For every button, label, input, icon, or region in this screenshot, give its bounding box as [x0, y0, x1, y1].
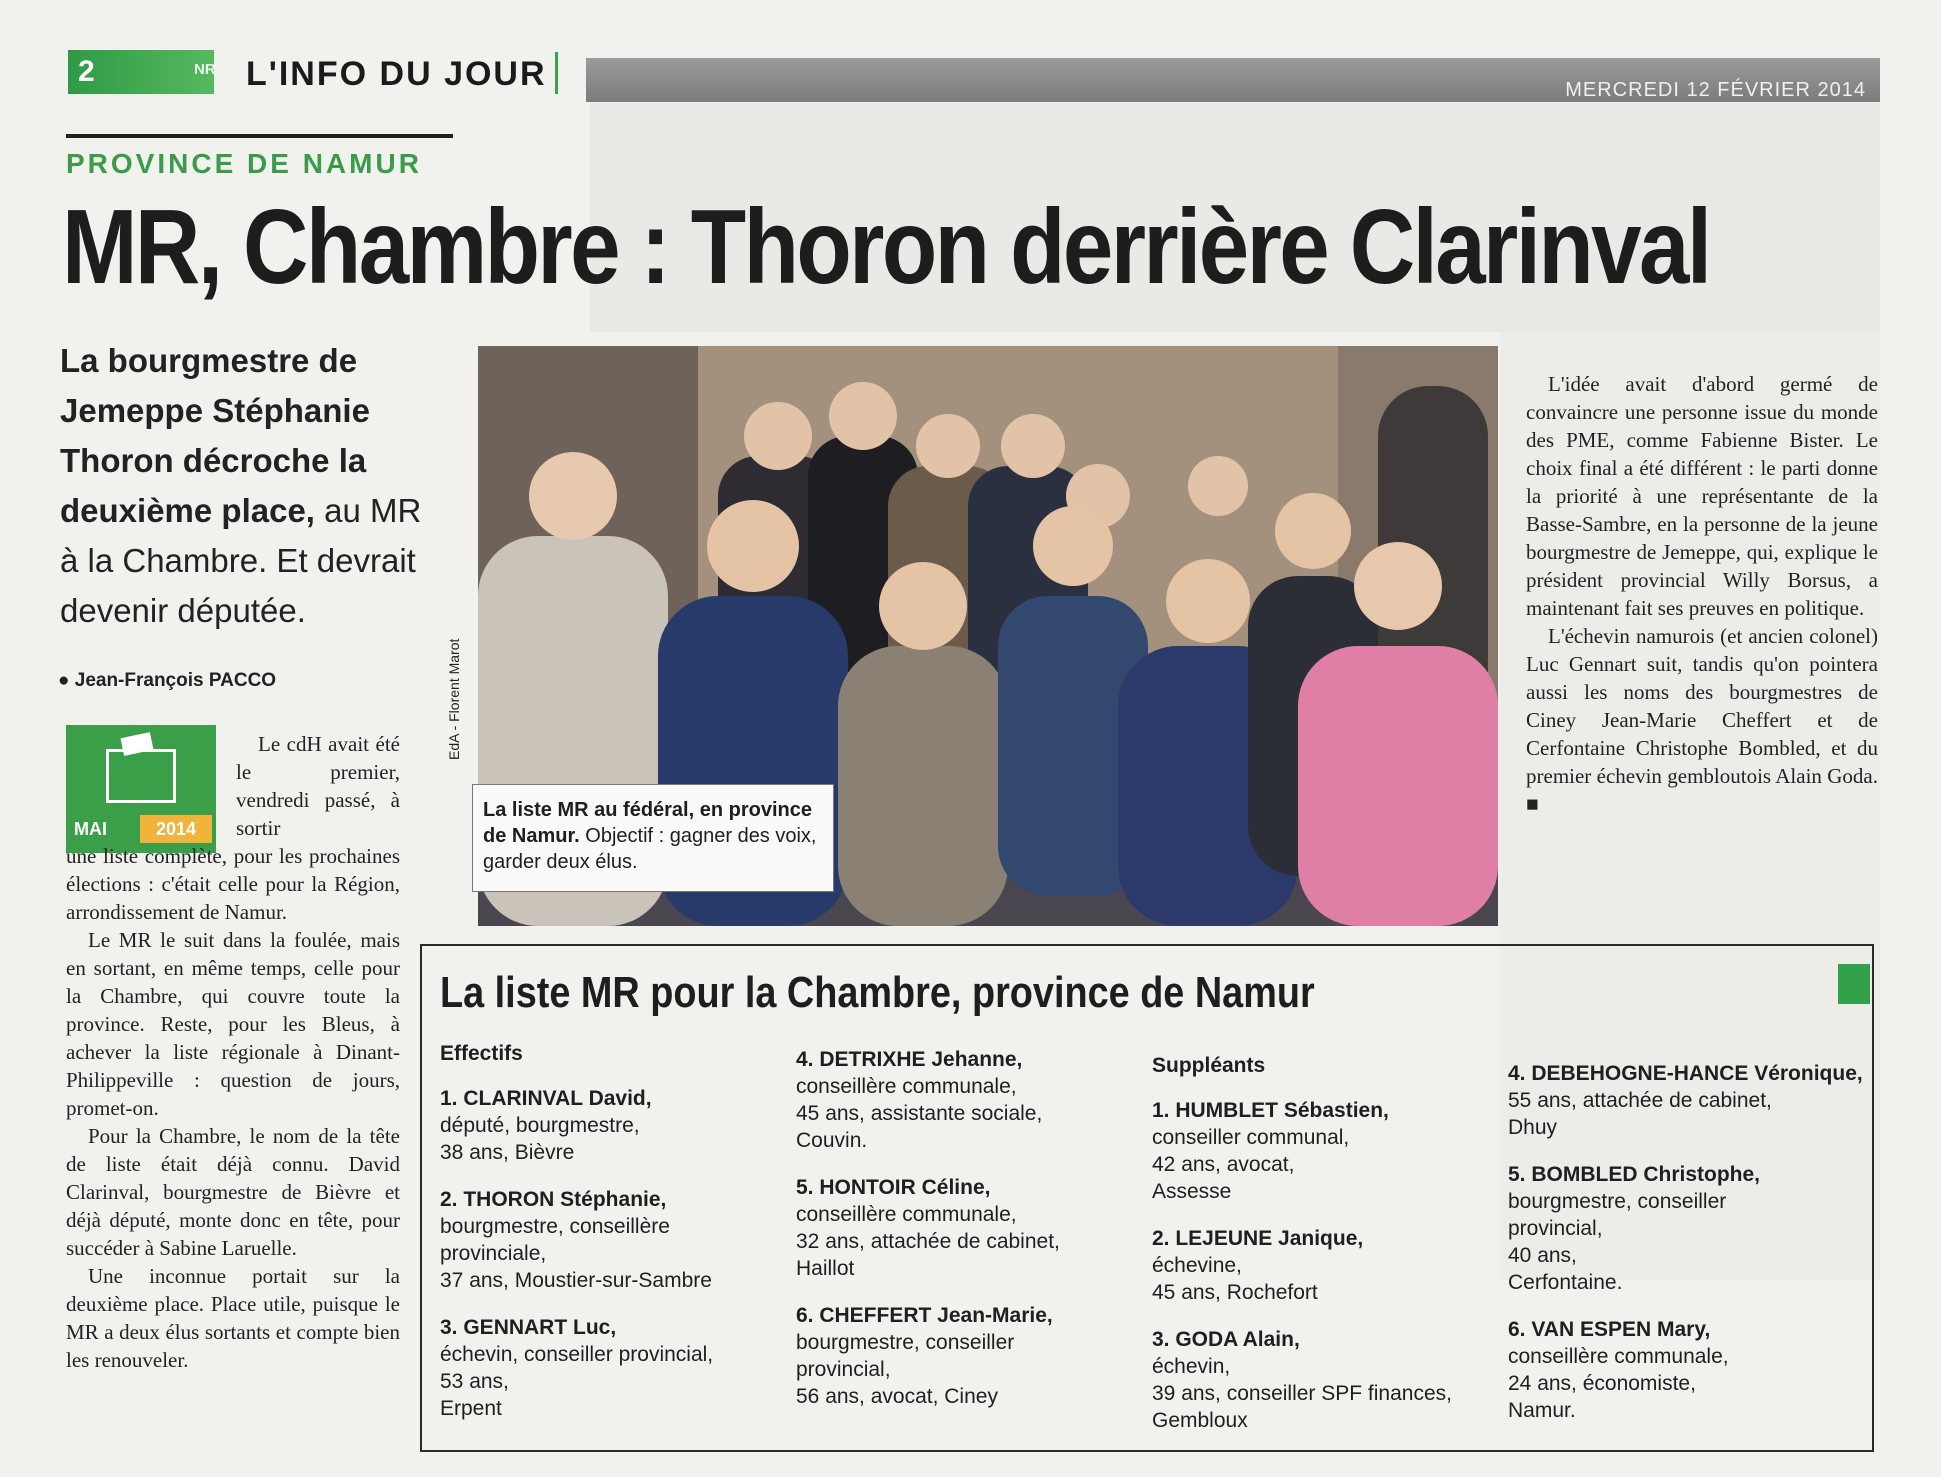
- candidate-detail: 45 ans, assistante sociale,: [796, 1102, 1043, 1125]
- candidate-entry: [1508, 1316, 1868, 1424]
- rubric-title: L'INFO DU JOUR: [242, 52, 558, 94]
- candidate-name: 2. LEJEUNE Janique,: [1152, 1227, 1364, 1250]
- candidate-name: 3. GODA Alain,: [1152, 1328, 1300, 1351]
- photo-caption: [472, 784, 834, 892]
- candidate-entry: [1152, 1097, 1492, 1205]
- candidate-entry: [1152, 1225, 1492, 1306]
- candidate-name: 1. HUMBLET Sébastien,: [1152, 1099, 1389, 1122]
- page-tag: NR: [194, 61, 216, 78]
- candidate-name: 2. THORON Stéphanie,: [440, 1188, 667, 1211]
- kicker: PROVINCE DE NAMUR: [66, 148, 422, 179]
- candidate-detail: bourgmestre, conseiller: [796, 1331, 1015, 1354]
- candidate-detail: Namur.: [1508, 1399, 1576, 1422]
- election-badge: [66, 725, 216, 853]
- suppleants-label: Suppléants: [1152, 1054, 1266, 1077]
- candidate-detail: 38 ans, Bièvre: [440, 1141, 575, 1164]
- candidate-detail: 32 ans, attachée de cabinet,: [796, 1230, 1060, 1253]
- candidate-entry: [440, 1085, 780, 1166]
- candidate-entry: [440, 1314, 780, 1422]
- candidate-detail: provinciale,: [440, 1242, 547, 1265]
- box-accent: [1838, 964, 1870, 1004]
- candidate-detail: 53 ans,: [440, 1370, 509, 1393]
- suppleants-column-2: [1508, 1060, 1868, 1444]
- candidate-detail: Gembloux: [1152, 1409, 1248, 1432]
- candidate-detail: échevin,: [1152, 1355, 1231, 1378]
- candidate-entry: [796, 1046, 1136, 1154]
- candidate-detail: échevine,: [1152, 1254, 1242, 1277]
- candidate-name: 6. VAN ESPEN Mary,: [1508, 1318, 1711, 1341]
- candidate-detail: bourgmestre, conseiller: [1508, 1190, 1727, 1213]
- candidate-entry: [1508, 1161, 1868, 1296]
- candidate-detail: Cerfontaine.: [1508, 1271, 1623, 1294]
- body-paragraph: Le MR le suit dans la foulée, mais en sortant, en même temps, celle pour la Chambre, qui couvre toute la province. Reste, pour les Bleus, à achever la liste régionale à Dinant-Philippeville : question de jours, promet-on.: [66, 928, 400, 1120]
- candidate-detail: provincial,: [1508, 1217, 1603, 1240]
- body-paragraph: une liste complète, pour les prochaines élections : c'était celle pour la Région, arrondissement de Namur.: [66, 844, 400, 924]
- candidate-detail: Assesse: [1152, 1180, 1232, 1203]
- candidate-name: 1. CLARINVAL David,: [440, 1087, 652, 1110]
- candidate-name: 4. DETRIXHE Jehanne,: [796, 1048, 1023, 1071]
- candidate-detail: conseillère communale,: [796, 1203, 1017, 1226]
- candidate-entry: [440, 1186, 780, 1294]
- page-number-tab: [68, 50, 214, 94]
- candidate-detail: 45 ans, Rochefort: [1152, 1281, 1318, 1304]
- candidate-detail: bourgmestre, conseillère: [440, 1215, 670, 1238]
- candidate-name: 5. BOMBLED Christophe,: [1508, 1163, 1761, 1186]
- photo-credit: EdA - Florent Marot: [446, 638, 462, 760]
- candidate-name: 6. CHEFFERT Jean-Marie,: [796, 1304, 1053, 1327]
- body-paragraph: Le cdH avait été le premier, vendredi passé, à sortir: [236, 732, 400, 840]
- kicker-rule: [66, 134, 453, 138]
- body-column-1-top: [236, 730, 400, 842]
- body-column-1: [66, 842, 400, 1374]
- date-bar: [586, 58, 1880, 102]
- candidate-detail: échevin, conseiller provincial,: [440, 1343, 714, 1366]
- candidate-detail: conseiller communal,: [1152, 1126, 1350, 1149]
- candidate-detail: 55 ans, attachée de cabinet,: [1508, 1089, 1772, 1112]
- lead-bold: La bourgmestre de Jemeppe Stéphanie Thoron décroche la deuxième place,: [60, 342, 370, 529]
- body-paragraph: L'idée avait d'abord germé de convaincre une personne issue du monde des PME, comme Fabienne Bister. Le choix final a été différent : le parti donne la priorité à une représentante de la Basse-Sambre, en la personne de la jeune bourgmestre de Jemeppe, qui, explique le président provincial Willy Borsus, a maintenant fait ses preuves en politique.: [1526, 372, 1878, 620]
- body-paragraph: Une inconnue portait sur la deuxième place. Place utile, puisque le MR a deux élus sortants et compte bien les renouveler.: [66, 1264, 400, 1372]
- badge-year: 2014: [140, 815, 212, 843]
- candidate-detail: 42 ans, avocat,: [1152, 1153, 1295, 1176]
- candidate-entry: [796, 1174, 1136, 1282]
- candidate-entry: [1152, 1326, 1492, 1434]
- effectifs-label: Effectifs: [440, 1042, 523, 1065]
- body-column-3: [1526, 370, 1878, 818]
- effectifs-column-1: [440, 1040, 780, 1442]
- candidate-detail: député, bourgmestre,: [440, 1114, 640, 1137]
- suppleants-column-1: [1152, 1052, 1492, 1454]
- candidate-detail: Dhuy: [1508, 1116, 1558, 1139]
- body-paragraph: Pour la Chambre, le nom de la tête de liste était déjà connu. David Clarinval, bourgmestre de Bièvre et déjà député, monte donc en tête, pour succéder à Sabine Laruelle.: [66, 1124, 400, 1260]
- candidate-entry: [796, 1302, 1136, 1410]
- body-paragraph: L'échevin namurois (et ancien colonel) Luc Gennart suit, tandis qu'on pointera aussi les noms des bourgmestres de Ciney Jean-Marie Cheffert et de Cerfontaine Christophe Bombled, et du premier échevin gembloutois Alain Goda. ■: [1526, 624, 1878, 816]
- box-title: La liste MR pour la Chambre, province de Namur: [440, 968, 1315, 1017]
- lead-rest: au MR à la Chambre. Et devrait devenir députée.: [60, 492, 422, 629]
- candidate-detail: 37 ans, Moustier-sur-Sambre: [440, 1269, 712, 1292]
- candidate-detail: conseillère communale,: [1508, 1345, 1729, 1368]
- candidate-detail: Haillot: [796, 1257, 855, 1280]
- byline: ● Jean-François PACCO: [58, 670, 277, 691]
- candidate-detail: 56 ans, avocat, Ciney: [796, 1385, 998, 1408]
- issue-date: MERCREDI 12 FÉVRIER 2014: [1565, 79, 1866, 101]
- lead-paragraph: [60, 336, 440, 636]
- candidate-detail: provincial,: [796, 1358, 891, 1381]
- candidate-detail: Couvin.: [796, 1129, 868, 1152]
- candidate-detail: 40 ans,: [1508, 1244, 1577, 1267]
- headline: MR, Chambre : Thoron derrière Clarinval: [62, 188, 1710, 306]
- caption-bold: La liste MR au fédéral, en province de Namur.: [483, 799, 812, 847]
- candidate-detail: Erpent: [440, 1397, 502, 1420]
- candidate-name: 3. GENNART Luc,: [440, 1316, 617, 1339]
- page-number: 2: [78, 55, 95, 88]
- candidate-detail: 39 ans, conseiller SPF finances,: [1152, 1382, 1452, 1405]
- candidate-entry: [1508, 1060, 1868, 1141]
- caption-rest: Objectif : gagner des voix, garder deux élus.: [483, 825, 817, 873]
- ballot-box-icon: [106, 749, 176, 803]
- candidate-detail: conseillère communale,: [796, 1075, 1017, 1098]
- badge-month: MAI: [74, 819, 107, 839]
- candidate-name: 4. DEBEHOGNE-HANCE Véronique,: [1508, 1062, 1863, 1085]
- candidate-name: 5. HONTOIR Céline,: [796, 1176, 991, 1199]
- effectifs-column-2: [796, 1046, 1136, 1430]
- candidate-detail: 24 ans, économiste,: [1508, 1372, 1696, 1395]
